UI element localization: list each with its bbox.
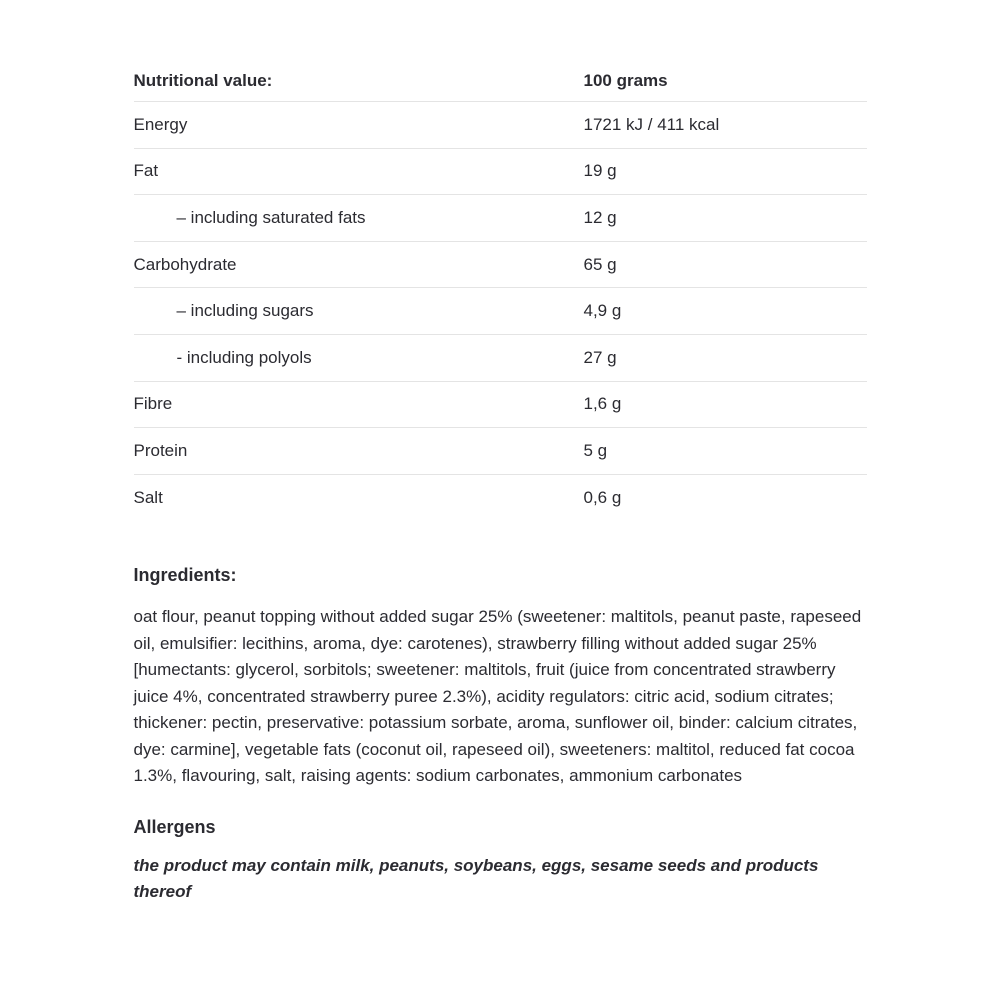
row-value: 65 g bbox=[583, 254, 617, 274]
table-row-polyols bbox=[134, 335, 867, 382]
table-row-salt bbox=[134, 475, 867, 522]
allergens-heading: Allergens bbox=[133, 816, 216, 837]
row-label: Fat bbox=[133, 161, 159, 181]
row-value: 5 g bbox=[583, 440, 608, 460]
table-row-carbohydrate bbox=[134, 242, 867, 289]
row-value: 19 g bbox=[583, 161, 617, 181]
row-label: Carbohydrate bbox=[133, 254, 237, 274]
table-row-fibre bbox=[134, 382, 867, 429]
row-value: 0,6 g bbox=[583, 488, 622, 508]
row-label: – including sugars bbox=[176, 301, 314, 321]
ingredients-heading: Ingredients: bbox=[133, 565, 237, 586]
row-label: – including saturated fats bbox=[176, 207, 366, 227]
row-label: Fibre bbox=[133, 394, 173, 414]
row-label: Energy bbox=[133, 114, 188, 134]
row-label: Protein bbox=[133, 440, 188, 460]
row-label: Salt bbox=[133, 488, 163, 508]
table-row-sugars bbox=[134, 288, 867, 335]
nutrition-header-value: 100 grams bbox=[583, 70, 668, 90]
allergens-text: the product may contain milk, peanuts, soybeans, eggs, sesame seeds and products thereof bbox=[133, 855, 819, 902]
row-value: 27 g bbox=[583, 347, 617, 367]
product-nutrition-section bbox=[134, 0, 867, 906]
table-row-energy bbox=[134, 102, 867, 149]
table-row-protein bbox=[134, 428, 867, 475]
row-value: 1721 kJ / 411 kcal bbox=[583, 114, 720, 134]
table-row-saturated-fats bbox=[134, 195, 867, 242]
ingredients-text: oat flour, peanut topping without added sugar 25% (sweetener: maltitols, peanut paste, rapeseed oil, emulsifier: lecithins, aroma, dye: carotenes), strawberry filling without added sugar 25% [humectants: glycerol, sorbitols; sweetener: maltitols, fruit (juice from concentrated strawberry juice 4%, concentrated strawberry puree 2.3%), acidity regulators: citric acid, sodium citrates; thickener: pectin, preservative: potassium sorbate, aroma, sunflower oil, binder: calcium citrates, dye: carmine], vegetable fats (coconut oil, rapeseed oil), sweeteners: maltitol, reduced fat cocoa 1.3%, flavouring, salt, raising agents: sodium carbonates, ammonium carbonates bbox=[133, 607, 862, 786]
row-value: 12 g bbox=[583, 207, 617, 227]
row-value: 4,9 g bbox=[583, 301, 622, 321]
row-value: 1,6 g bbox=[583, 394, 622, 414]
nutrition-header-label: Nutritional value: bbox=[133, 70, 273, 90]
row-label: - including polyols bbox=[176, 347, 312, 367]
nutrition-table-header-row bbox=[134, 60, 867, 102]
table-row-fat bbox=[134, 149, 867, 196]
nutrition-table bbox=[134, 60, 867, 521]
